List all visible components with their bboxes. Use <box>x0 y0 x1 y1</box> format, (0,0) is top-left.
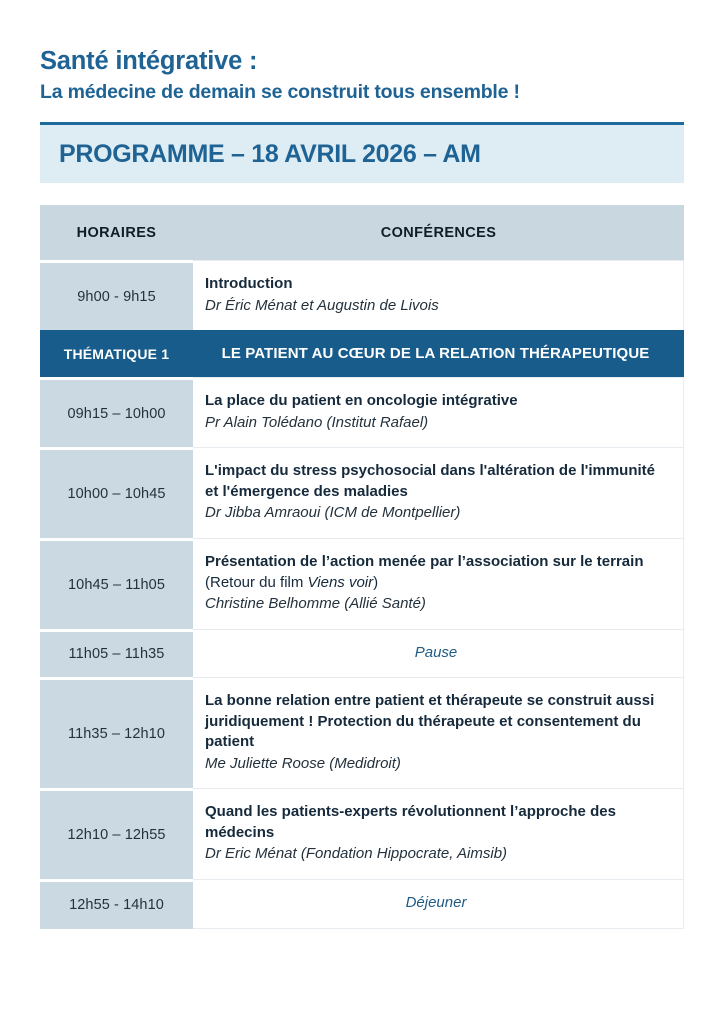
conference-speaker: Me Juliette Roose (Medidroit) <box>205 754 401 772</box>
table-row <box>40 629 684 678</box>
break-label: Déjeuner <box>405 894 467 912</box>
programme-table <box>40 205 684 928</box>
conference-title <box>205 552 667 593</box>
thematic-label: THÉMATIQUE 1 <box>63 345 170 362</box>
row-time: 9h00 - 9h15 <box>40 260 193 330</box>
row-time: 12h10 – 12h55 <box>40 788 193 879</box>
table-body <box>40 260 684 928</box>
conference-title-bold: Présentation de l’action menée par l’association sur le terrain <box>205 553 644 571</box>
thematic-band <box>40 330 684 377</box>
row-time: 11h35 – 12h10 <box>40 677 193 788</box>
table-row <box>40 538 684 629</box>
row-time: 11h05 – 11h35 <box>40 629 193 678</box>
conference-title: Quand les patients-experts révolutionnent l’approche des médecins <box>205 803 616 841</box>
conference-speaker: Dr Jibba Amraoui (ICM de Montpellier) <box>205 504 461 522</box>
conference-speaker: Pr Alain Tolédano (Institut Rafael) <box>205 413 429 431</box>
table-row <box>40 879 684 929</box>
conference-title: La bonne relation entre patient et thérapeute se construit aussi juridiquement ! Protection du thérapeute et consentement du patient <box>205 692 655 751</box>
row-conference <box>193 538 684 629</box>
row-time: 12h55 - 14h10 <box>40 879 193 929</box>
thematic-title: LE PATIENT AU CŒUR DE LA RELATION THÉRAPEUTIQUE <box>221 345 650 363</box>
conference-title-film: Viens voir <box>307 573 374 591</box>
row-conference <box>193 879 684 929</box>
table-row <box>40 788 684 879</box>
conference-title-tail: ) <box>373 573 379 591</box>
table-header-row <box>40 205 684 260</box>
table-row <box>40 677 684 788</box>
page-title-line2: La médecine de demain se construit tous ensemble ! <box>40 80 520 103</box>
row-conference <box>193 788 684 879</box>
programme-banner-title: PROGRAMME – 18 AVRIL 2026 – AM <box>59 139 481 168</box>
row-time: 09h15 – 10h00 <box>40 377 193 447</box>
conference-title: La place du patient en oncologie intégrative <box>205 392 518 410</box>
conference-title: L'impact du stress psychosocial dans l'altération de l'immunité et l'émergence des maladies <box>205 462 655 500</box>
table-row <box>40 447 684 538</box>
column-header-conferences: CONFÉRENCES <box>193 205 684 260</box>
row-time: 10h00 – 10h45 <box>40 447 193 538</box>
programme-banner <box>40 122 684 183</box>
column-header-horaires: HORAIRES <box>40 205 193 260</box>
row-conference <box>193 377 684 447</box>
table-row <box>40 377 684 447</box>
conference-speaker: Christine Belhomme (Allié Santé) <box>205 595 426 613</box>
page-title-line1: Santé intégrative : <box>40 47 258 75</box>
conference-speaker: Dr Eric Ménat (Fondation Hippocrate, Aimsib) <box>205 845 508 863</box>
row-conference <box>193 629 684 678</box>
conference-title-regular: (Retour du film <box>205 573 308 591</box>
row-conference <box>193 447 684 538</box>
thematic-band-row <box>40 330 684 377</box>
conference-speaker: Dr Éric Ménat et Augustin de Livois <box>205 296 439 314</box>
row-time: 10h45 – 11h05 <box>40 538 193 629</box>
break-label: Pause <box>414 643 458 661</box>
page-title <box>40 0 684 103</box>
row-conference <box>193 677 684 788</box>
row-conference <box>193 260 684 330</box>
table-row <box>40 260 684 330</box>
conference-title: Introduction <box>205 275 293 293</box>
